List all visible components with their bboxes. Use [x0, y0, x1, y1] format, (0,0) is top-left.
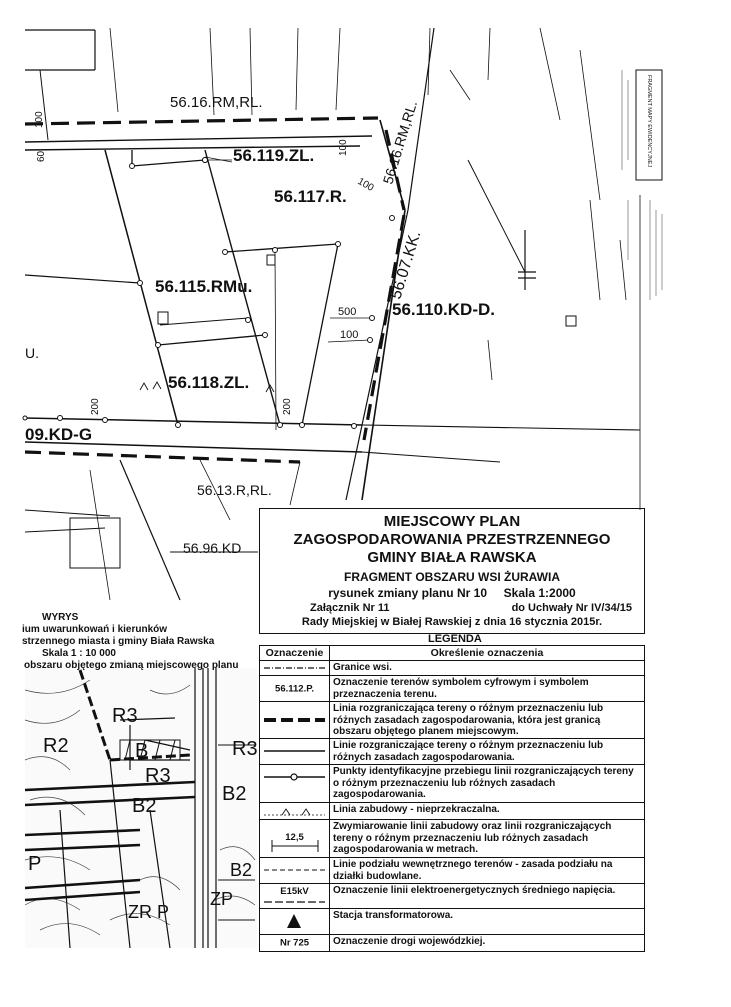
title-block [259, 508, 645, 634]
legend-symbol-internal-division [260, 858, 330, 883]
wyrys-b2-low: B2 [230, 860, 253, 880]
legend-symbol-text: Nr 725 [279, 937, 310, 949]
wyrys-line-2: ium uwarunkowań i kierunków [22, 624, 168, 635]
dim-100-road: 100 [338, 139, 349, 156]
legend-row [260, 661, 644, 676]
title-drawing-scale [260, 586, 644, 600]
title-line-2: ZAGOSPODAROWANIA PRZESTRZENNEGO [293, 531, 611, 548]
legend-desc: Stacja transformatorowa. [333, 910, 454, 921]
wyrys-b2-left: B2 [132, 795, 157, 817]
label-rm-rl-top: 56.16.RM,RL. [170, 94, 263, 111]
legend-row [260, 820, 644, 858]
wyrys-line-3: strzennego miasta i gminy Biała Rawska [22, 636, 215, 647]
title-attachment-row [260, 602, 644, 614]
title-attachment: Załącznik Nr 11 [310, 602, 390, 614]
legend-row [260, 765, 644, 803]
title-council: Rady Miejskiej w Białej Rawskiej z dnia 16 stycznia 2015r. [301, 616, 603, 628]
legend-symbol-text: E15kV [280, 886, 309, 897]
legend-desc: Punkty identyfikacyjne przebiegu linii rozgraniczających tereny o różnym przeznaczeniu lub różnych zasadach zagospodarowania. [333, 766, 634, 800]
dim-200-mid: 200 [282, 398, 293, 415]
legend-desc: Linie podziału wewnętrznego terenów - zasada podziału na działki budowlane. [333, 859, 613, 882]
label-zl-119: 56.119.ZL. [233, 146, 315, 165]
label-kdg: 09.KD-G [25, 425, 93, 444]
legend-row [260, 803, 644, 820]
legend-row [260, 676, 644, 702]
legend-col-symbol: Oznaczenie [260, 646, 330, 660]
legend-desc: Linia zabudowy - nieprzekraczalna. [333, 804, 500, 815]
legend-symbol-dimension [260, 820, 330, 857]
legend-symbol-zone-code [260, 676, 330, 701]
legend-row [260, 884, 644, 909]
legend-desc: Oznaczenie drogi wojewódzkiej. [333, 936, 486, 947]
legend-desc: Oznaczenie linii elektroenergetycznych średniego napięcia. [333, 885, 616, 896]
map-stamp: FRAGMENT MAPY EWIDENCYJNEJ [646, 75, 652, 168]
legend-header [260, 646, 644, 661]
legend-desc: Zwymiarowanie linii zabudowy oraz linii rozgraniczających tereny o różnym przeznaczeniu lub różnych zasadach zagospodarowania w metrach. [333, 821, 612, 855]
legend-desc: Linia rozgraniczająca tereny o różnym przeznaczeniu lub różnych zasadach zagospodarowania, która jest granicą obszaru objętego planem miejscowym. [333, 703, 604, 737]
legend-row [260, 858, 644, 884]
label-rm-rl-right: 56.16.RM,RL. [379, 98, 421, 186]
legend-row [260, 739, 644, 765]
legend-row [260, 702, 644, 739]
label-r-rl-13: 56.13.R,RL. [197, 482, 272, 498]
legend-desc: Oznaczenie terenów symbolem cyfrowym i symbolem przeznaczenia terenu. [333, 677, 589, 700]
wyrys-line-5: obszaru objętego zmianą miejscowego planu [24, 660, 239, 671]
legend-desc: Granice wsi. [333, 662, 392, 673]
title-line-3: GMINY BIAŁA RAWSKA [367, 549, 537, 566]
label-r-117: 56.117.R. [274, 187, 347, 206]
label-kk: 56.07.KK. [387, 228, 425, 302]
dim-200-left: 200 [90, 398, 101, 415]
legend-symbol-building-line [260, 803, 330, 819]
wyrys-r2: R2 [43, 735, 69, 757]
title-line-4: FRAGMENT OBSZARU WSI ŻURAWIA [344, 570, 560, 584]
wyrys-b2-right: B2 [222, 783, 247, 805]
legend-desc: Linie rozgraniczające tereny o różnym przeznaczeniu lub różnych zasadach zagospodarowania. [333, 740, 604, 763]
wyrys-zp: ZP [210, 889, 234, 909]
legend-symbol-id-points [260, 765, 330, 802]
legend-symbol-power-line [260, 884, 330, 908]
title-scale: Skala 1:2000 [503, 586, 576, 600]
legend-symbol-dividing-line [260, 739, 330, 764]
legend-symbol-plan-boundary [260, 702, 330, 738]
legend-table [259, 645, 645, 952]
label-zl-118: 56.118.ZL. [168, 373, 250, 392]
wyrys-zr-p: ZR P [128, 902, 170, 922]
legend-row [260, 935, 644, 951]
title-drawing: rysunek zmiany planu Nr 10 [328, 586, 487, 600]
legend-col-desc: Określenie oznaczenia [430, 647, 544, 659]
wyrys-r3-top: R3 [112, 705, 138, 727]
title-resolution: do Uchwały Nr IV/34/15 [511, 602, 632, 614]
wyrys-p-left: P [28, 853, 42, 875]
legend-symbol-village-boundary [260, 661, 330, 675]
wyrys-b-mid: B [135, 740, 149, 762]
label-kd-96: 56.96.KD [183, 540, 242, 556]
label-u-left: U. [25, 345, 39, 361]
dim-60: 60 [36, 150, 47, 162]
wyrys-r3-right: R3 [232, 738, 258, 760]
label-kdd-110: 56.110.KD-D. [392, 300, 495, 319]
wyrys-line-1: WYRYS [42, 612, 79, 623]
legend-symbol-voivodeship-road [260, 935, 330, 951]
wyrys-line-4: Skala 1 : 10 000 [42, 648, 116, 659]
label-rmu-115: 56.115.RMu. [155, 277, 253, 296]
dim-500: 500 [338, 306, 357, 318]
wyrys-r3-mid: R3 [145, 765, 171, 787]
title-line-1: MIEJSCOWY PLAN [383, 513, 521, 530]
legend-symbol-transformer [260, 909, 330, 934]
legend-row [260, 909, 644, 935]
legend-symbol-text: 12,5 [285, 832, 304, 843]
legend-symbol-text: 56.112.P. [275, 683, 314, 694]
dim-100-b: 100 [340, 329, 359, 341]
legend-title: LEGENDA [428, 633, 482, 645]
dim-100-diag: 100 [355, 176, 376, 194]
dim-100-top: 100 [34, 111, 45, 128]
wyrys-header [12, 612, 262, 672]
